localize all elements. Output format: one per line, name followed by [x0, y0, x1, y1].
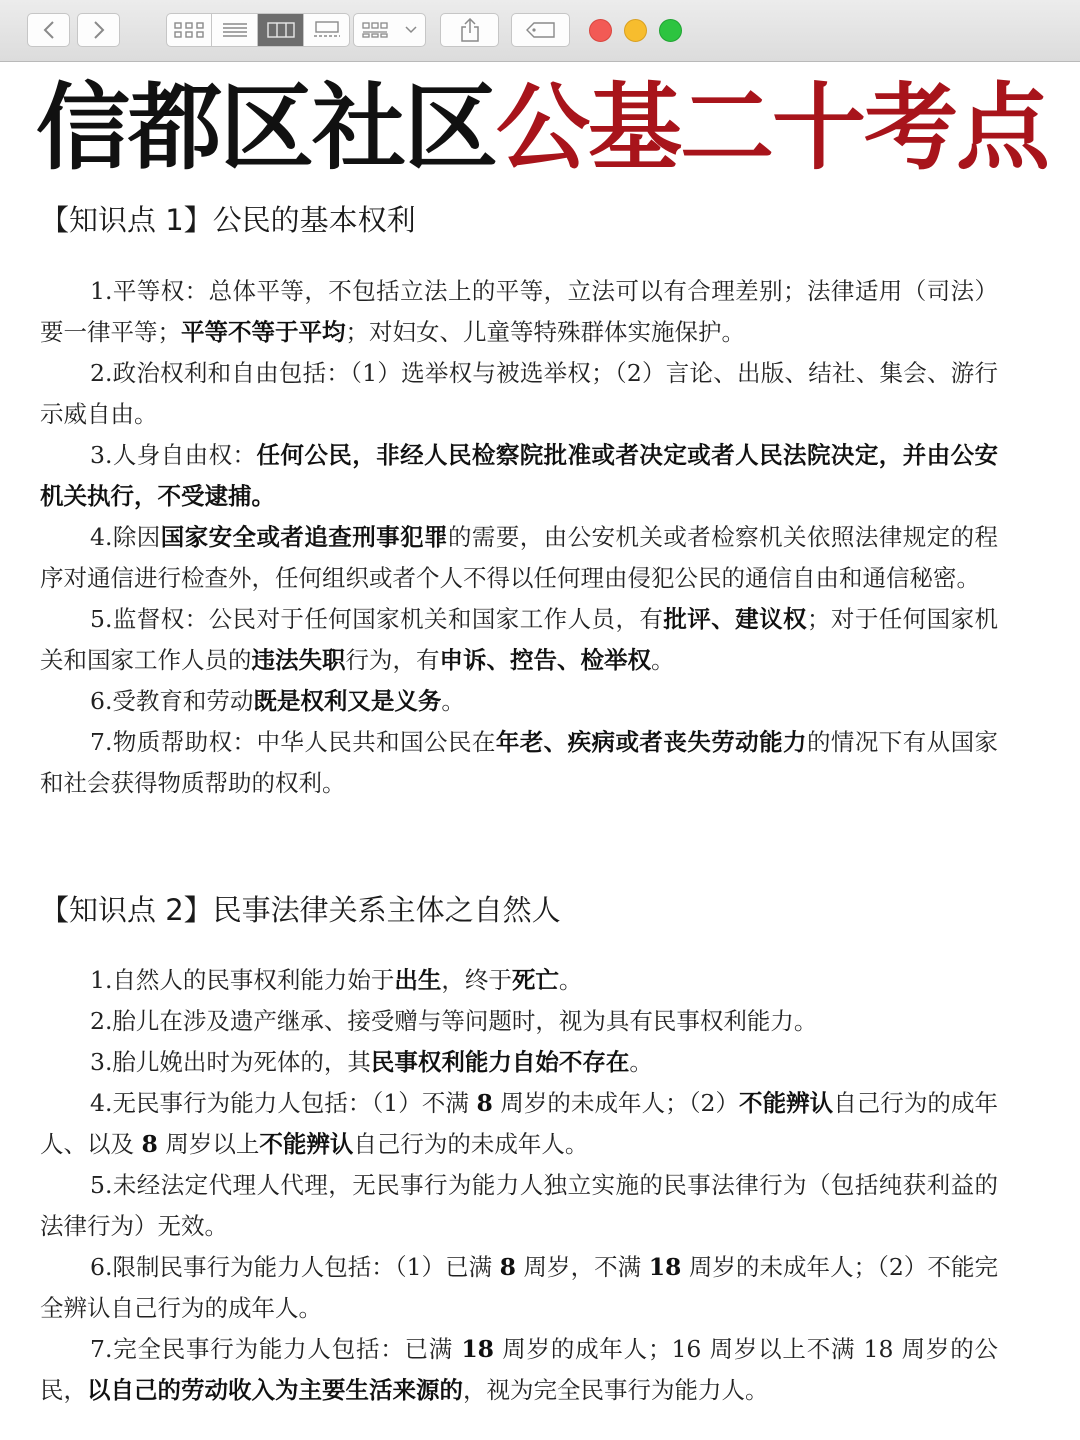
list-item	[40, 722, 998, 804]
bold-text: 申诉、控告、检举权	[439, 646, 651, 674]
text-run: 周岁的成年人；16 周岁以上不满 18 周岁的公民，	[40, 1335, 998, 1404]
grid-view-button[interactable]	[166, 13, 212, 47]
window-toolbar	[0, 0, 1080, 62]
forward-button[interactable]	[77, 13, 120, 47]
list-item	[40, 435, 998, 517]
bold-text: 民事权利能力自始不存在	[370, 1048, 630, 1076]
text-run: 4.无民事行为能力人包括：（1）不满	[90, 1089, 477, 1117]
bold-text: 8	[499, 1253, 517, 1281]
bold-text: 平等不等于平均	[181, 318, 346, 346]
text-run: 周岁以上	[157, 1130, 260, 1158]
minimize-window-button[interactable]	[624, 19, 647, 42]
text-run: 3.胎儿娩出时为死体的，其	[90, 1048, 371, 1076]
text-run: ，终于	[441, 966, 512, 994]
tag-button[interactable]	[511, 13, 570, 47]
bold-text: 不能辨认	[739, 1089, 834, 1117]
text-run: 的需要，由公安机关或者检察机关依照法律规定的程序对通信进行检查外，任何组织或者个人不得以任何理由侵犯公民的通信自由和通信秘密。	[40, 523, 999, 592]
gallery-view-button[interactable]	[304, 13, 350, 47]
bold-text: 18	[461, 1335, 495, 1363]
bold-text: 8	[476, 1089, 493, 1117]
group-by-button[interactable]	[353, 13, 426, 47]
text-run: 周岁的未成年人；（2）	[492, 1089, 740, 1117]
text-run: ；对于任何国家机关和国家工作人员的	[40, 605, 999, 674]
bold-text: 任何公民，非经人民检察院批准或者决定或者人民法院决定，并由公安机关执行，不受逮捕。	[40, 441, 999, 510]
text-run: 4.除因	[90, 523, 161, 551]
section-heading: 【知识点 2】民事法律关系主体之自然人	[40, 893, 561, 927]
close-window-button[interactable]	[589, 19, 612, 42]
chevron-left-icon	[42, 20, 56, 40]
section-heading: 【知识点 1】公民的基本权利	[40, 203, 416, 237]
bold-text: 以自己的劳动收入为主要生活来源的	[87, 1376, 463, 1404]
text-run: 1.自然人的民事权利能力始于	[90, 966, 395, 994]
group-by-icon	[362, 22, 388, 38]
title-black-part: 信都区社区	[36, 74, 497, 183]
text-run: 周岁的未成年人；（2）不能完全辨认自己行为的成年人。	[40, 1253, 998, 1322]
text-run: 。	[629, 1048, 653, 1076]
share-button[interactable]	[440, 13, 499, 47]
text-run: 。	[558, 966, 583, 994]
bold-text: 年老、疾病或者丧失劳动能力	[495, 728, 807, 756]
bold-text: 不能辨认	[259, 1130, 354, 1158]
list-item	[40, 681, 998, 722]
share-icon	[460, 18, 480, 42]
section-2-list	[40, 960, 998, 1411]
text-run: ；对妇女、儿童等特殊群体实施保护。	[345, 318, 745, 346]
bold-text: 国家安全或者追查刑事犯罪	[160, 523, 448, 551]
text-run: 2.胎儿在涉及遗产继承、接受赠与等问题时，视为具有民事权利能力。	[90, 1007, 818, 1035]
section-1-list	[40, 271, 998, 804]
bold-text: 18	[648, 1253, 682, 1281]
text-run: 2.政治权利和自由包括：（1）选举权与被选举权；（2）言论、出版、结社、集会、游行示威自由。	[40, 359, 998, 428]
list-item	[40, 1329, 998, 1411]
bold-text: 出生	[394, 966, 442, 994]
page-title	[36, 74, 1076, 184]
text-run: 6.限制民事行为能力人包括：（1）已满	[90, 1253, 500, 1281]
text-run: ，视为完全民事行为能力人。	[463, 1376, 769, 1404]
view-mode-selector	[166, 13, 350, 47]
list-item	[40, 1247, 998, 1329]
text-run: 。	[441, 687, 465, 715]
list-item	[40, 599, 998, 681]
bold-text: 既是权利又是义务	[253, 687, 442, 715]
text-run: 7.物质帮助权：中华人民共和国公民在	[90, 728, 496, 756]
bold-text: 批评、建议权	[663, 605, 807, 633]
bold-text: 8	[141, 1130, 158, 1158]
list-item	[40, 1001, 998, 1042]
bold-text: 违法失职	[251, 646, 346, 674]
column-view-icon	[267, 22, 295, 38]
zoom-window-button[interactable]	[659, 19, 682, 42]
gallery-view-icon	[313, 21, 341, 39]
title-red-part: 公基二十考点	[496, 74, 1049, 183]
column-view-button[interactable]	[258, 13, 304, 47]
text-run: 自己行为的未成年人。	[353, 1130, 589, 1158]
list-view-button[interactable]	[212, 13, 258, 47]
tag-icon	[526, 22, 556, 38]
text-run: 3.人身自由权：	[90, 441, 257, 469]
chevron-down-icon	[405, 26, 417, 34]
text-run: 5.监督权：公民对于任何国家机关和国家工作人员，有	[90, 605, 664, 633]
text-run: 周岁，不满	[516, 1253, 649, 1281]
list-item	[40, 1083, 998, 1165]
text-run: 自己行为的成年人、以及	[40, 1089, 998, 1158]
grid-view-icon	[174, 22, 204, 38]
text-run: 7.完全民事行为能力人包括：已满	[90, 1335, 462, 1363]
list-item	[40, 353, 998, 435]
text-run: 。	[651, 646, 675, 674]
list-item	[40, 1042, 998, 1083]
text-run: 5.未经法定代理人代理，无民事行为能力人独立实施的民事法律行为（包括纯获利益的法律行为）无效。	[40, 1171, 998, 1240]
back-button[interactable]	[27, 13, 70, 47]
text-run: 的情况下有从国家和社会获得物质帮助的权利。	[40, 728, 999, 797]
text-run: 行为，有	[345, 646, 440, 674]
list-item	[40, 517, 998, 599]
list-item	[40, 960, 998, 1001]
chevron-right-icon	[92, 20, 106, 40]
text-run: 1.平等权：总体平等，不包括立法上的平等，立法可以有合理差别；法律适用（司法）要一律平等；	[40, 277, 998, 346]
list-item	[40, 271, 998, 353]
bold-text: 死亡	[511, 966, 559, 994]
list-item	[40, 1165, 998, 1247]
list-view-icon	[222, 22, 248, 38]
text-run: 6.受教育和劳动	[90, 687, 254, 715]
